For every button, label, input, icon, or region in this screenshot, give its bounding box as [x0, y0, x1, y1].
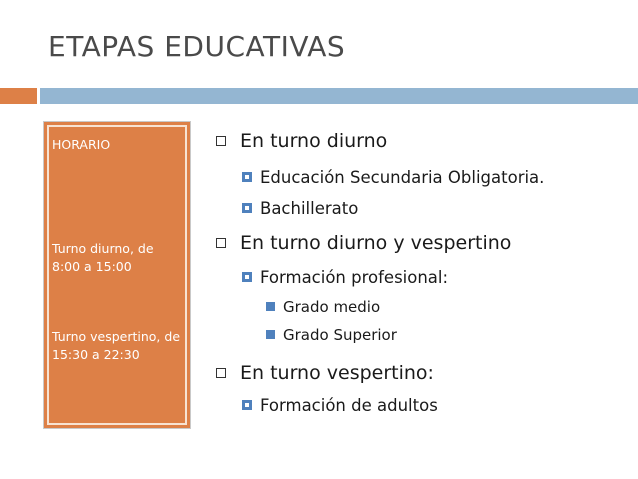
list-item-label: Formación de adultos	[260, 396, 438, 415]
blue-square-bullet-icon	[242, 400, 252, 410]
list-item-label: Educación Secundaria Obligatoria.	[260, 168, 545, 187]
accent-bar-orange	[0, 88, 37, 104]
list-item-label: Grado medio	[283, 298, 381, 316]
list-item-day-evening	[216, 232, 511, 254]
list-item-label: Bachillerato	[260, 199, 359, 218]
list-item-day	[216, 130, 387, 152]
schedule-evening	[52, 328, 180, 364]
list-item-label: En turno vespertino:	[240, 362, 434, 384]
schedule-heading: HORARIO	[52, 137, 111, 152]
blue-square-bullet-icon	[242, 172, 252, 182]
list-item-grado-medio	[266, 298, 380, 316]
list-item-label: Formación profesional:	[260, 268, 449, 287]
blue-square-bullet-icon	[242, 272, 252, 282]
schedule-day	[52, 240, 154, 276]
hollow-square-bullet-icon	[216, 238, 226, 248]
schedule-day-line2: 8:00 a 15:00	[52, 259, 132, 274]
slide-title: ETAPAS EDUCATIVAS	[48, 30, 346, 63]
solid-square-bullet-icon	[266, 302, 275, 311]
list-item-fp	[242, 268, 448, 287]
hollow-square-bullet-icon	[216, 368, 226, 378]
schedule-evening-line2: 15:30 a 22:30	[52, 347, 140, 362]
list-item-label: Grado Superior	[283, 326, 397, 344]
list-item-label: En turno diurno y vespertino	[240, 232, 512, 254]
accent-bar-blue	[40, 88, 638, 104]
blue-square-bullet-icon	[242, 203, 252, 213]
list-item-adultos	[242, 396, 438, 415]
list-item-label: En turno diurno	[240, 130, 388, 152]
solid-square-bullet-icon	[266, 330, 275, 339]
schedule-day-line1: Turno diurno, de	[52, 241, 154, 256]
list-item-bachillerato	[242, 199, 358, 218]
list-item-grado-superior	[266, 326, 397, 344]
list-item-evening	[216, 362, 434, 384]
list-item-eso	[242, 168, 544, 187]
schedule-evening-line1: Turno vespertino, de	[52, 329, 181, 344]
hollow-square-bullet-icon	[216, 136, 226, 146]
